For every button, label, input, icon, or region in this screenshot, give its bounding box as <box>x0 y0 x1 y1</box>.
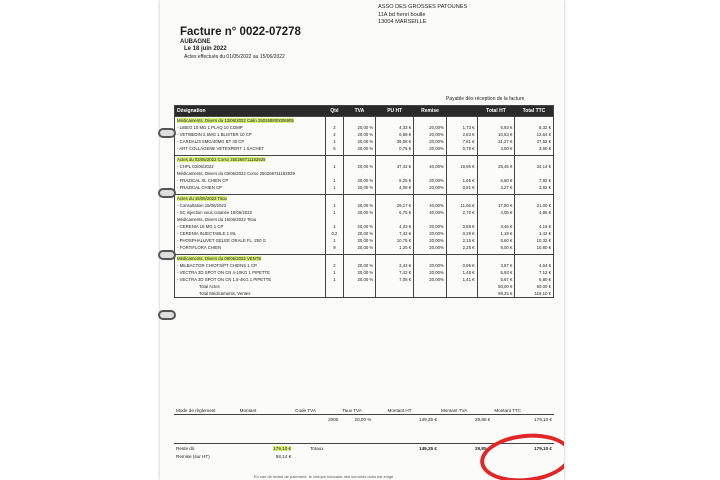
item-remise: 40,00% <box>414 163 447 170</box>
item-total-ttc: 4,16 € <box>515 223 554 230</box>
vat-code: 2000 <box>328 416 339 422</box>
item-qty: 1 <box>326 184 343 191</box>
payment-mode-header: Mode de règlement <box>176 407 216 413</box>
item-remise-amount: 0,29 € <box>446 230 477 237</box>
item-remise-amount: 2,15 € <box>446 237 477 244</box>
empty-cell <box>343 117 376 125</box>
item-remise: 20,00% <box>414 237 447 244</box>
item-pu-ht: 7,08 € <box>376 276 414 283</box>
empty-cell <box>414 283 447 290</box>
item-total-ttc: 4,64 € <box>515 262 554 269</box>
item-remise-amount: 0,81 € <box>446 184 477 191</box>
sender-address <box>378 4 467 27</box>
empty-cell <box>477 117 515 125</box>
item-total-ttc: 1,42 € <box>515 230 554 237</box>
item-designation: - VECTRA 3D SPOT ON CN 1,5-4KG 1 PIPETTE <box>177 277 272 282</box>
section-subheader-row <box>175 170 554 177</box>
item-total-ttc: 7,92 € <box>515 177 554 184</box>
item-total-ht: 3,87 € <box>477 262 515 269</box>
empty-cell <box>326 290 343 298</box>
item-tva: 20,00 % <box>343 184 376 191</box>
section-header-row <box>175 156 554 164</box>
item-qty: 1 <box>326 269 343 276</box>
empty-cell <box>343 216 376 223</box>
empty-cell <box>376 290 414 298</box>
binder-ring-icon <box>158 250 176 260</box>
empty-cell <box>446 195 477 203</box>
item-qty: 5 <box>326 145 343 152</box>
item-remise: 20,00% <box>414 269 447 276</box>
empty-cell <box>515 117 554 125</box>
section-header-row <box>175 117 554 125</box>
item-pu-ht: 7,42 € <box>376 269 414 276</box>
vat-ht-header: Montant HT <box>387 407 412 413</box>
invoice-title: Facture n° 0022-07278 <box>180 26 301 38</box>
item-designation: - Consultation 15/06/2022 <box>177 203 227 208</box>
section-label: Médicaments, Divers du 03/06/2022 Corso 250268711182929 <box>177 171 295 176</box>
item-designation: - PHOSPHALUVET GELEE ORALE FL. 250 G <box>177 238 266 243</box>
item-total-ht: 5,93 € <box>477 269 515 276</box>
item-total-ttc: 3,92 € <box>515 184 554 191</box>
empty-cell <box>414 216 447 223</box>
empty-cell <box>343 195 376 203</box>
item-tva: 20,00 % <box>343 262 376 269</box>
item-designation: - VETMEDIN 2,5MG 1 BLISTER 10 CP <box>177 132 252 137</box>
footer-note: En cas de retard de paiement, le chèque bancaire des sommes dues est exigé <box>254 474 394 479</box>
vat-amount-header: Montant TVA <box>440 407 468 413</box>
item-remise-amount: 1,73 € <box>446 124 477 131</box>
item-qty: 2 <box>326 131 343 138</box>
table-row <box>175 124 554 131</box>
item-pu-ht: 8,25 € <box>376 177 414 184</box>
item-total-ttc: 34,14 € <box>515 163 554 170</box>
vat-ht: 149,25 € <box>419 416 437 422</box>
vat-amount: 29,85 € <box>475 416 491 422</box>
empty-cell <box>446 156 477 164</box>
section-label-cell <box>175 170 326 177</box>
item-pu-ht: 7,42 € <box>376 230 414 237</box>
item-remise: 20,00% <box>414 124 447 131</box>
table-row <box>175 145 554 152</box>
item-remise-amount: 2,25 € <box>446 244 477 251</box>
item-qty: 1 <box>326 223 343 230</box>
table-row <box>175 184 554 191</box>
item-remise-amount: 1,65 € <box>446 177 477 184</box>
empty-cell <box>376 117 414 125</box>
empty-cell <box>376 283 414 290</box>
vat-code-header: Code TVA <box>295 407 316 413</box>
section-label: Médicaments, Divers du 09/06/2022 VENTE <box>177 256 262 261</box>
item-qty: 1 <box>326 276 343 283</box>
header-remise: Remise <box>414 106 447 117</box>
payment-amount-header: Montant <box>239 407 257 413</box>
table-row <box>175 177 554 184</box>
item-remise-amount: 0,75 € <box>446 145 477 152</box>
item-qty: 1 <box>326 202 343 209</box>
empty-cell <box>326 283 343 290</box>
item-pu-ht: 4,08 € <box>376 184 414 191</box>
empty-cell <box>477 195 515 203</box>
item-total-ht: 8,60 € <box>477 237 515 244</box>
item-total-ht: 10,53 € <box>477 131 515 138</box>
item-designation: - CERENIA INJECTABLE 1 ML <box>177 231 237 236</box>
item-total-ttc: 4,86 € <box>515 209 554 216</box>
item-pu-ht: 4,33 € <box>376 223 414 230</box>
item-pu-ht: 0,75 € <box>376 145 414 152</box>
item-total-ht: 4,05 € <box>477 209 515 216</box>
table-body <box>175 117 554 298</box>
empty-cell <box>343 290 376 298</box>
empty-cell <box>477 170 515 177</box>
item-qty: 2 <box>326 262 343 269</box>
remise-value: 58,14 € <box>275 453 292 459</box>
table-row <box>175 209 554 216</box>
item-remise: 20,00% <box>414 223 447 230</box>
section-header-row <box>175 195 554 203</box>
item-tva: 20,00 % <box>343 131 376 138</box>
empty-cell <box>414 290 447 298</box>
empty-cell <box>446 170 477 177</box>
total-label: Total Médicaments, Ventes <box>199 291 251 296</box>
item-tva: 20,00 % <box>343 138 376 145</box>
vat-ttc: 179,10 € <box>534 416 552 422</box>
item-remise: 20,00% <box>414 244 447 251</box>
empty-cell <box>376 255 414 263</box>
item-total-ht: 5,67 € <box>477 276 515 283</box>
item-remise: 20,00% <box>414 177 447 184</box>
header-total-ttc: Total TTC <box>515 106 554 117</box>
empty-cell <box>326 156 343 164</box>
section-label: Médicaments, Divers du 13/06/2022 Calin 250268800006905 <box>177 118 294 123</box>
item-remise-amount: 1,48 € <box>446 269 477 276</box>
item-tva: 20,00 % <box>343 276 376 283</box>
empty-cell <box>376 216 414 223</box>
item-qty: 1 <box>326 177 343 184</box>
item-designation: - SC injection sous cutanée 15/06/2022 <box>177 210 253 215</box>
section-label-cell <box>175 216 326 223</box>
totals-ttc: 179,10 € <box>534 445 552 451</box>
item-tva: 20,00 % <box>343 124 376 131</box>
item-qty: 1 <box>326 138 343 145</box>
item-pu-ht: 6,75 € <box>376 209 414 216</box>
vat-rate-header: Taux TVA <box>342 407 362 413</box>
empty-cell <box>515 255 554 263</box>
item-designation: - VECTRA 3D SPOT ON CN 4-10KG 1 PIPETTE <box>177 270 271 275</box>
item-total-ht: 3,46 € <box>477 223 515 230</box>
item-total-ttc: 37,52 € <box>515 138 554 145</box>
item-total-ht: 9,00 € <box>477 244 515 251</box>
table-row <box>175 269 554 276</box>
totals-ht: 149,25 € <box>419 445 437 451</box>
item-qty: 1 <box>326 209 343 216</box>
empty-cell <box>414 156 447 164</box>
item-remise-amount: 18,96 € <box>446 163 477 170</box>
item-total-ht: 3,27 € <box>477 184 515 191</box>
empty-cell <box>414 255 447 263</box>
binder-ring-icon <box>158 310 176 320</box>
empty-cell <box>515 216 554 223</box>
item-designation: - FRAZICAL CHIEN CP <box>177 185 222 190</box>
section-label: Médicaments, Divers du 15/06/2022 Titou <box>177 217 257 222</box>
table-row <box>175 202 554 209</box>
totals-tva: 29,85 € <box>475 445 491 451</box>
binder-ring-icon <box>158 128 176 138</box>
header-qty: Qté <box>326 106 343 117</box>
vat-ttc-header: Montant TTC <box>494 407 522 413</box>
table-row <box>175 230 554 237</box>
invoice-page <box>160 0 564 480</box>
invoice-date: Le 18 juin 2022 <box>184 46 227 52</box>
header-tva: TVA <box>343 106 376 117</box>
sender-name: ASSO DES GROSSES PATOUNES <box>378 4 468 10</box>
empty-cell <box>477 216 515 223</box>
header-designation: Désignation <box>175 106 326 117</box>
item-qty: 9 <box>326 244 343 251</box>
item-tva: 20,00 % <box>343 237 376 244</box>
invoice-table <box>174 105 554 298</box>
item-remise: 20,00% <box>414 276 447 283</box>
item-remise: 20,00% <box>414 131 447 138</box>
item-remise-amount: 7,81 € <box>446 138 477 145</box>
item-remise: 20,00% <box>414 262 447 269</box>
table-row <box>175 163 554 170</box>
total-row <box>175 290 554 298</box>
section-label-cell <box>175 156 326 164</box>
item-pu-ht: 39,08 € <box>376 138 414 145</box>
item-remise-amount: 1,41 € <box>446 276 477 283</box>
item-total-ttc: 7,12 € <box>515 269 554 276</box>
header-pu: PU HT <box>376 106 414 117</box>
section-header-row <box>175 255 554 263</box>
item-tva: 20,00 % <box>343 202 376 209</box>
total-ht: 50,00 € <box>477 283 515 290</box>
item-tva: 20,00 % <box>343 163 376 170</box>
item-total-ttc: 10,32 € <box>515 237 554 244</box>
item-tva: 20,00 % <box>343 209 376 216</box>
empty-cell <box>446 283 477 290</box>
empty-cell <box>343 156 376 164</box>
item-designation: - CHPL 03/06/2022 <box>177 164 214 169</box>
section-label-cell <box>175 195 326 203</box>
total-ttc: 119,10 € <box>515 290 554 298</box>
empty-cell <box>515 156 554 164</box>
empty-cell <box>376 170 414 177</box>
item-pu-ht: 4,33 € <box>376 124 414 131</box>
section-label: Actes du 15/06/2022 Titou <box>177 196 227 201</box>
item-tva: 20,00 % <box>343 177 376 184</box>
item-total-ttc: 10,80 € <box>515 244 554 251</box>
item-pu-ht: 1,25 € <box>376 244 414 251</box>
header-remise-amount <box>446 106 477 117</box>
item-total-ht: 6,93 € <box>477 124 515 131</box>
item-qty: 0,2 <box>326 230 343 237</box>
total-row <box>175 283 554 290</box>
item-designation: - ART COLLAGENE VETEXPERT 1 SACHET <box>177 146 265 151</box>
item-pu-ht: 10,75 € <box>376 237 414 244</box>
total-label: Total Actes <box>199 284 220 289</box>
item-designation: - MILBACTOR CHIOTS/PT CHIENS 1 CP. <box>177 263 258 268</box>
item-designation: - FORTIFLORA CHIEN <box>177 245 222 250</box>
table-row <box>175 223 554 230</box>
empty-cell <box>446 117 477 125</box>
empty-cell <box>477 156 515 164</box>
item-remise: 20,00% <box>414 145 447 152</box>
payable-note: Payable dès réception de la facture <box>446 96 525 102</box>
table-header-row <box>175 106 554 117</box>
empty-cell <box>326 216 343 223</box>
item-total-ht: 28,45 € <box>477 163 515 170</box>
item-remise: 20,00% <box>414 184 447 191</box>
item-remise-amount: 11,66 € <box>446 202 477 209</box>
empty-cell <box>515 195 554 203</box>
item-remise: 40,00% <box>414 209 447 216</box>
table-row <box>175 138 554 145</box>
item-pu-ht: 29,17 € <box>376 202 414 209</box>
item-total-ht: 31,27 € <box>477 138 515 145</box>
empty-cell <box>446 290 477 298</box>
table-row <box>175 262 554 269</box>
item-qty: 2 <box>326 124 343 131</box>
item-tva: 20,00 % <box>343 244 376 251</box>
item-total-ht: 1,19 € <box>477 230 515 237</box>
item-tva: 20,00 % <box>343 223 376 230</box>
item-designation: - FRAZICAL XL CHIEN CP <box>177 178 229 183</box>
empty-cell <box>343 255 376 263</box>
sender-street: 11A bd henri boulle <box>378 11 426 18</box>
item-designation: - CARDALIS 5MG/40MG BT 30 CP <box>177 139 245 144</box>
binder-rings <box>158 0 170 480</box>
item-remise-amount: 2,70 € <box>446 209 477 216</box>
item-tva: 20,00 % <box>343 230 376 237</box>
item-remise-amount: 2,63 € <box>446 131 477 138</box>
invoice-city: AUBAGNE <box>180 39 211 45</box>
empty-cell <box>446 216 477 223</box>
item-total-ttc: 3,60 € <box>515 145 554 152</box>
item-total-ht: 6,60 € <box>477 177 515 184</box>
item-pu-ht: 6,58 € <box>376 131 414 138</box>
item-total-ttc: 6,80 € <box>515 276 554 283</box>
item-remise: 40,00% <box>414 202 447 209</box>
total-ht: 99,25 € <box>477 290 515 298</box>
item-remise: 20,00% <box>414 230 447 237</box>
item-designation: - CERENIA 16 MG 1 CP <box>177 224 224 229</box>
item-total-ttc: 8,32 € <box>515 124 554 131</box>
item-total-ttc: 12,64 € <box>515 131 554 138</box>
empty-cell <box>414 170 447 177</box>
reste-du-value: 179,10 € <box>273 445 292 451</box>
sender-city: 13004 MARSEILLE <box>378 19 427 25</box>
section-label: Actes du 03/06/2022 Corso 250268711182929 <box>177 157 266 162</box>
item-qty: 1 <box>326 163 343 170</box>
reste-du-label: Reste dû <box>176 445 195 451</box>
empty-cell <box>376 156 414 164</box>
empty-cell <box>414 117 447 125</box>
item-remise-amount: 0,96 € <box>446 262 477 269</box>
table-row <box>175 131 554 138</box>
item-remise: 20,00% <box>414 138 447 145</box>
item-tva: 20,00 % <box>343 269 376 276</box>
empty-cell <box>326 255 343 263</box>
section-label-cell <box>175 255 326 263</box>
empty-cell <box>477 255 515 263</box>
empty-cell <box>446 255 477 263</box>
totals-label: Totaux <box>309 445 324 451</box>
item-remise-amount: 0,86 € <box>446 223 477 230</box>
empty-cell <box>515 170 554 177</box>
item-designation: - LIBEO 10 MG 1 PLAQ 10 COMP <box>177 125 243 130</box>
header-total-ht: Total HT <box>477 106 515 117</box>
item-total-ht: 17,50 € <box>477 202 515 209</box>
table-row <box>175 237 554 244</box>
table-row <box>175 244 554 251</box>
total-ttc: 60,00 € <box>515 283 554 290</box>
remise-label: Remise (sur HT) <box>176 453 210 459</box>
section-subheader-row <box>175 216 554 223</box>
item-total-ht: 3,00 € <box>477 145 515 152</box>
empty-cell <box>414 195 447 203</box>
invoice-period: Actes effectués du 01/05/2022 au 15/06/2022 <box>184 54 285 60</box>
empty-cell <box>326 117 343 125</box>
empty-cell <box>326 195 343 203</box>
item-pu-ht: 47,42 € <box>376 163 414 170</box>
vat-rate: 20,00 % <box>354 416 372 422</box>
binder-ring-icon <box>158 188 176 198</box>
section-label-cell <box>175 117 326 125</box>
empty-cell <box>376 195 414 203</box>
item-tva: 20,00 % <box>343 145 376 152</box>
item-qty: 1 <box>326 237 343 244</box>
empty-cell <box>343 283 376 290</box>
table-row <box>175 276 554 283</box>
item-pu-ht: 2,42 € <box>376 262 414 269</box>
empty-cell <box>326 170 343 177</box>
empty-cell <box>343 170 376 177</box>
item-total-ttc: 21,00 € <box>515 202 554 209</box>
